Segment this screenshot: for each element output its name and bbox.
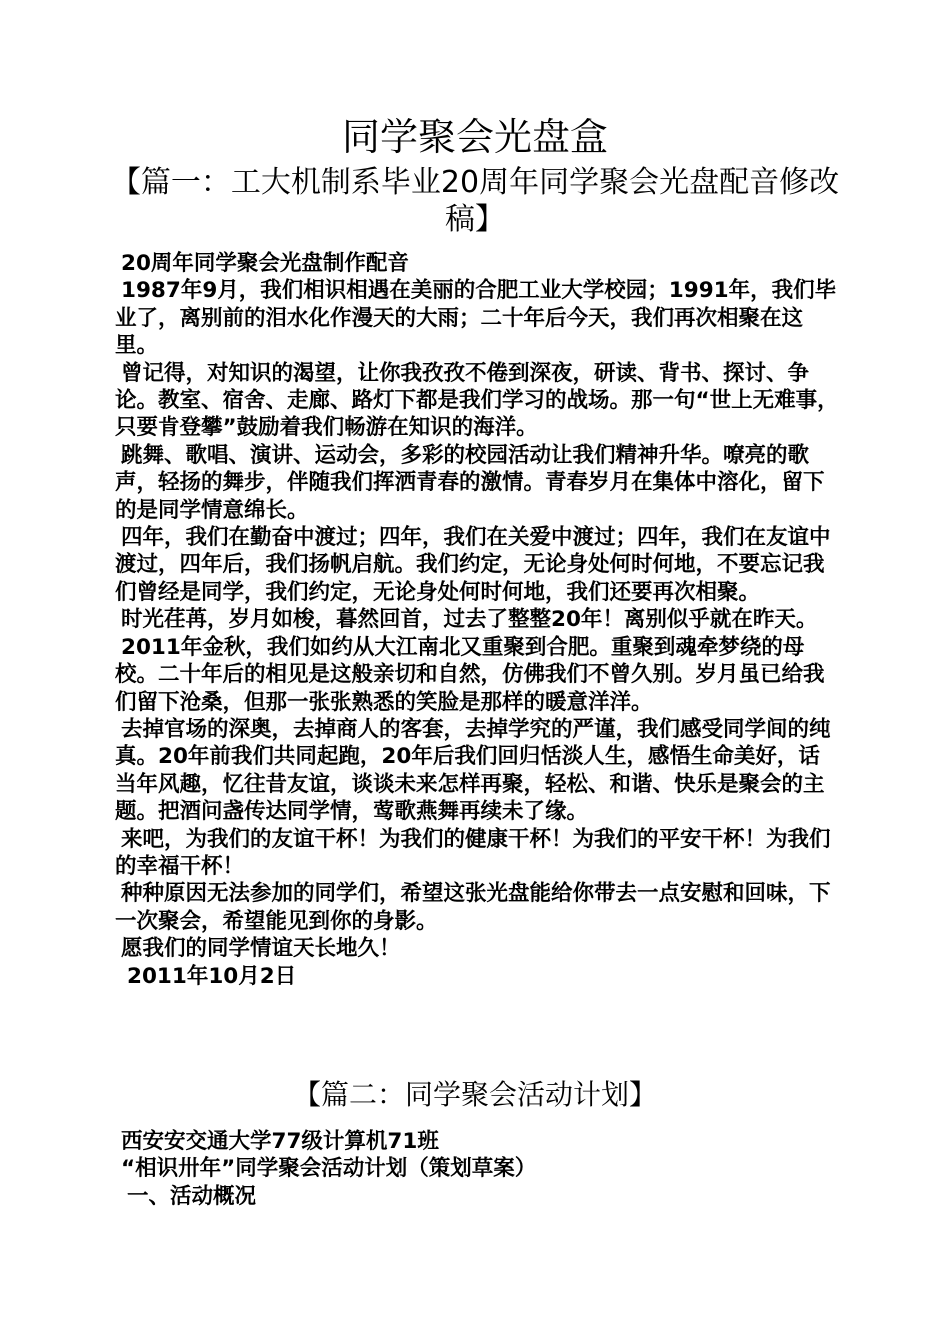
section-one (115, 250, 840, 990)
section-heading: 20周年同学聚会光盘制作配音 (121, 251, 409, 276)
document-subtitle: 【篇一：工大机制系毕业20周年同学聚会光盘配音修改稿】 (110, 165, 840, 237)
section-two (115, 1128, 840, 1210)
paragraph: 时光荏苒，岁月如梭，暮然回首，过去了整整20年！离别似乎就在昨天。 (121, 607, 818, 633)
paragraph: 去掉官场的深奥，去掉商人的客套，去掉学究的严谨，我们感受同学间的纯真。20年前我们共同起跑，20年后我们回归恬淡人生，感悟生命美好，话当年风趣，忆往昔友谊，谈谈未来怎样再聚，轻松、和谐、快乐是聚会的主题。把酒问盏传达同学情，莺歌燕舞再续未了缘。 (115, 716, 831, 825)
paragraph: 四年，我们在勤奋中渡过；四年，我们在关爱中渡过；四年，我们在友谊中渡过，四年后，我们扬帆启航。我们约定，无论身处何时何地，不要忘记我们曾经是同学，我们约定，无论身处何时何地，我们还要再次相聚。 (115, 525, 831, 605)
section-two-heading: 【篇二：同学聚会活动计划】 (292, 1078, 657, 1111)
date-line: 2011年10月2日 (127, 963, 297, 989)
paragraph: 2011年金秋，我们如约从大江南北又重聚到合肥。重聚到魂牵梦绕的母校。二十年后的相见是这般亲切和自然，仿佛我们不曾久别。岁月虽已给我们留下沧桑，但那一张张熟悉的笑脸是那样的暖意洋洋。 (115, 634, 825, 715)
section-two-line: 西安安交通大学77级计算机71班 (121, 1129, 439, 1154)
paragraph: 曾记得，对知识的渴望，让你我孜孜不倦到深夜，研读、背书、探讨、争论。教室、宿舍、走廊、路灯下都是我们学习的战场。那一句“世上无难事，只要肯登攀”鼓励着我们畅游在知识的海洋。 (115, 360, 839, 441)
document-title: 同学聚会光盘盒 (341, 115, 608, 159)
paragraph: 愿我们的同学情谊天长地久！ (121, 936, 401, 962)
paragraph: 种种原因无法参加的同学们，希望这张光盘能给你带去一点安慰和回味，下一次聚会，希望能见到你的身影。 (115, 881, 831, 934)
section-two-line: “相识卅年”同学聚会活动计划（策划草案） (121, 1156, 537, 1182)
paragraph: 跳舞、歌唱、演讲、运动会，多彩的校园活动让我们精神升华。嘹亮的歌声，轻扬的舞步，伴随我们挥洒青春的激情。青春岁月在集体中溶化，留下的是同学情意绵长。 (115, 442, 825, 523)
paragraph: 1987年9月，我们相识相遇在美丽的合肥工业大学校园；1991年，我们毕业了，离别前的泪水化作漫天的大雨；二十年后今天，我们再次相聚在这里。 (115, 278, 837, 359)
section-two-line: 一、活动概况 (127, 1183, 257, 1209)
paragraph: 来吧，为我们的友谊干杯！为我们的健康干杯！为我们的平安干杯！为我们的幸福干杯！ (115, 826, 831, 879)
